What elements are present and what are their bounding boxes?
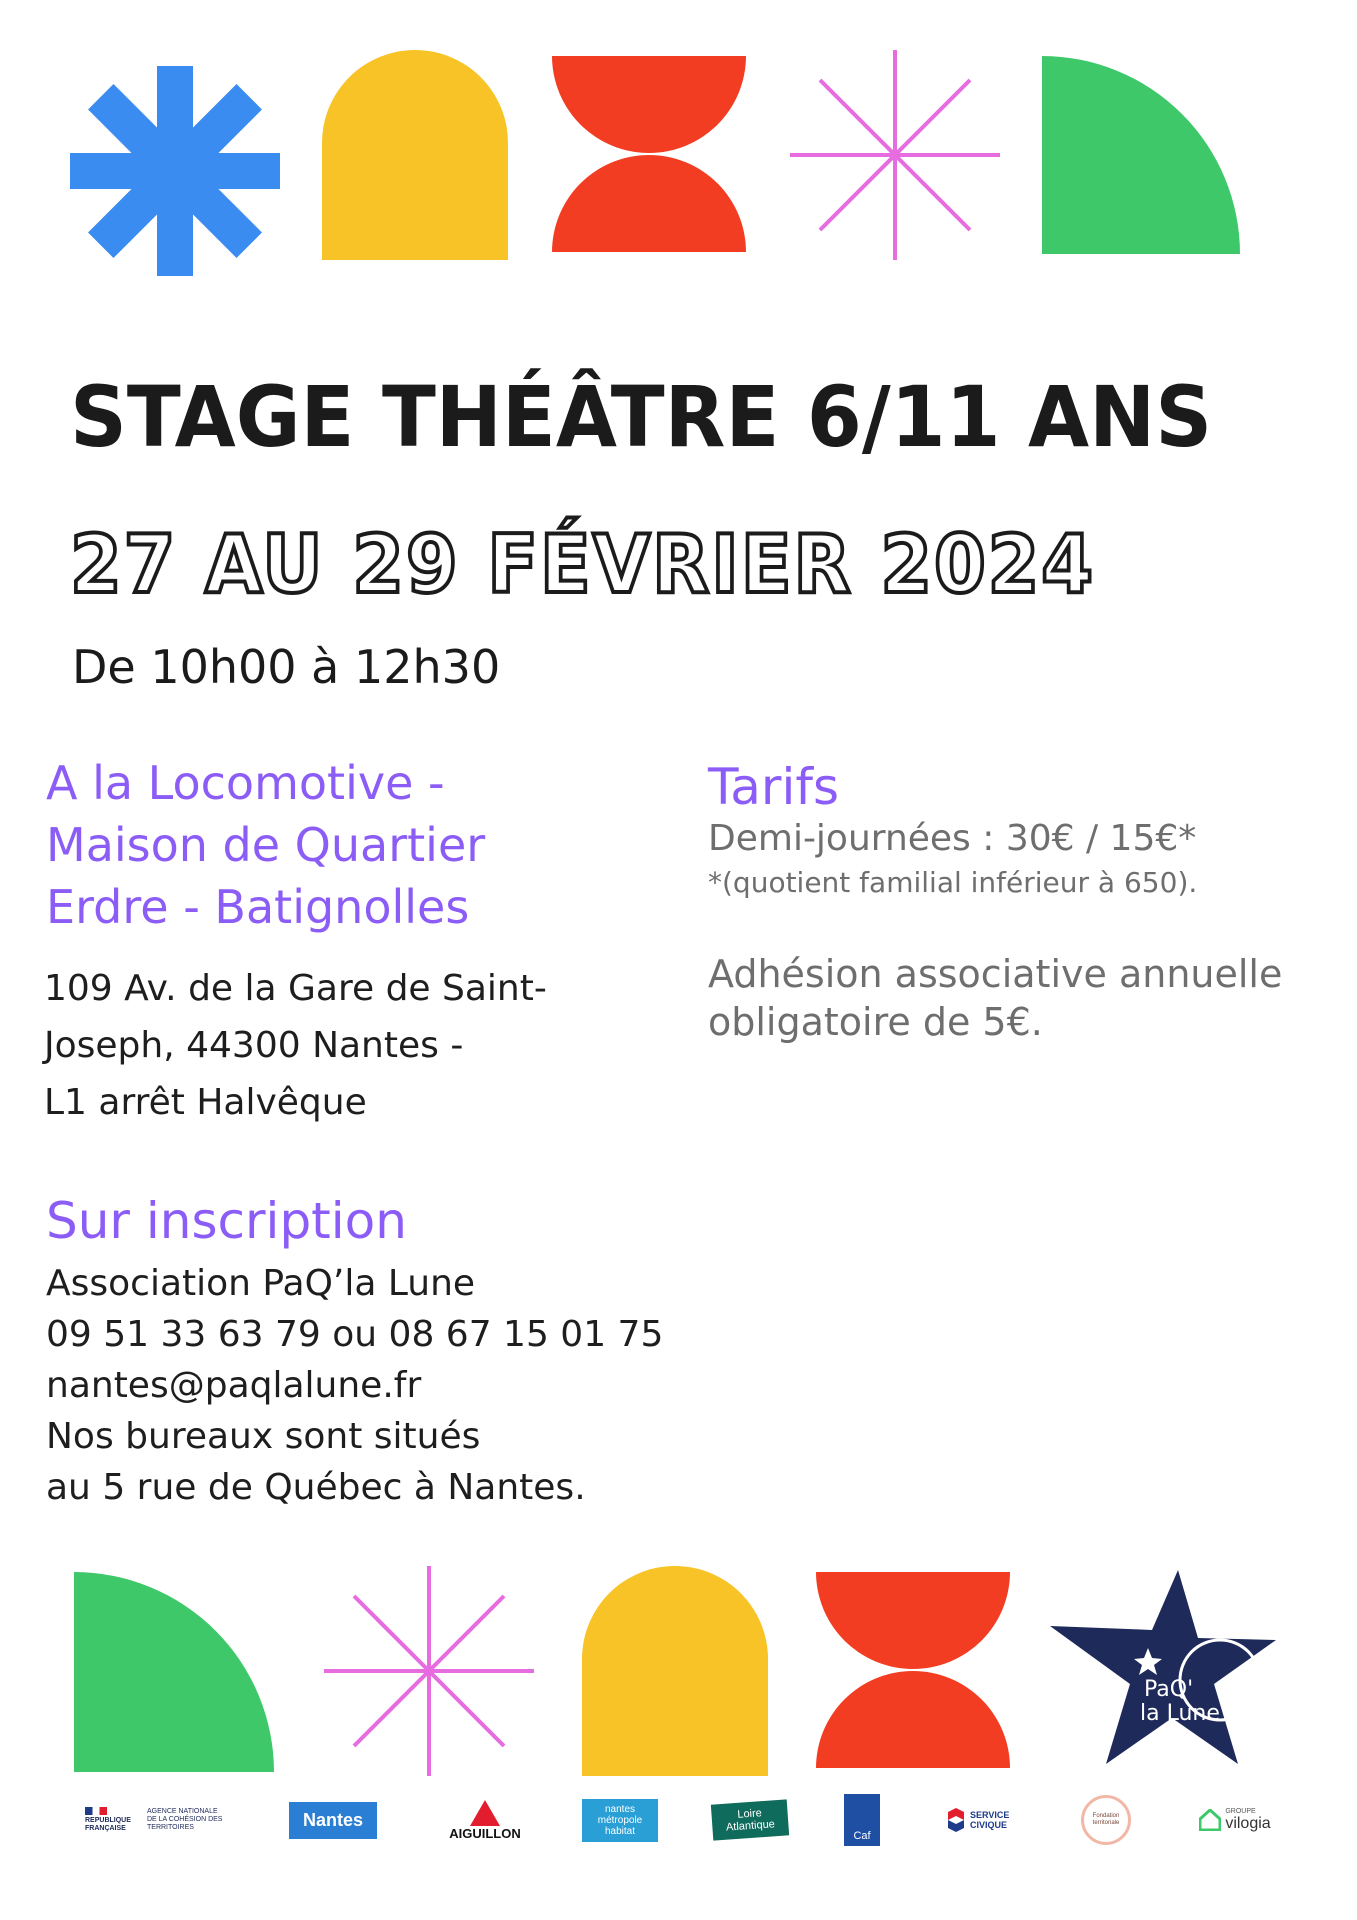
address-line: L1 arrêt Halvêque: [44, 1082, 367, 1123]
pink-star-lines-shape-bottom: [324, 1566, 534, 1776]
sponsor-sub: AGENCE NATIONALE DE LA COHÉSION DES TERRITOIRES: [147, 1808, 223, 1831]
logo-text-line2: la Lune: [1140, 1701, 1220, 1726]
venue-line: Maison de Quartier: [46, 818, 486, 872]
sponsor-name: Caf: [844, 1794, 880, 1846]
address-block: [44, 960, 547, 1131]
sponsor-name: nantes métropole habitat: [582, 1799, 658, 1842]
red-hourglass-shape-bottom: [816, 1572, 1010, 1768]
sponsor-service-civique-logo: [930, 1790, 1030, 1850]
sponsor-name: vilogia: [1225, 1814, 1271, 1832]
blue-asterisk-shape: [70, 66, 280, 276]
yellow-arch-shape-bottom: [582, 1566, 768, 1776]
pink-star-lines-shape: [790, 50, 1000, 260]
event-dates: 27 AU 29 FÉVRIER 2024: [70, 518, 1095, 611]
sponsor-name: Nantes: [289, 1802, 377, 1839]
logo-text-line1: PaQ': [1144, 1677, 1194, 1702]
pricing-half-day: Demi-journées : 30€ / 15€*: [708, 818, 1197, 859]
sponsor-anct-logo: [80, 1790, 230, 1850]
pricing-heading: Tarifs: [708, 758, 840, 816]
membership-line: obligatoire de 5€.: [708, 1000, 1043, 1044]
yellow-arch-shape: [322, 50, 508, 260]
registration-block: [46, 1258, 663, 1513]
red-hourglass-shape: [552, 56, 746, 252]
venue-line: A la Locomotive -: [46, 756, 445, 810]
sponsor-fondation-logo: [1056, 1790, 1156, 1850]
email-address: nantes@paqlalune.fr: [46, 1365, 422, 1406]
office-line: au 5 rue de Québec à Nantes.: [46, 1467, 586, 1508]
sponsor-vilogia-logo: [1180, 1790, 1290, 1850]
office-line: Nos bureaux sont situés: [46, 1416, 481, 1457]
event-hours: De 10h00 à 12h30: [72, 640, 501, 694]
sponsor-nantes-logo: [280, 1790, 386, 1850]
registration-heading: Sur inscription: [46, 1192, 407, 1250]
sponsor-name: Loire Atlantique: [711, 1799, 789, 1840]
sponsor-sub: GROUPE: [1225, 1807, 1256, 1815]
sponsor-logo-bar: [70, 1790, 1290, 1860]
paqlalune-logo: [1048, 1568, 1278, 1778]
membership-line: Adhésion associative annuelle: [708, 952, 1283, 996]
venue-line: Erdre - Batignolles: [46, 880, 470, 934]
sponsor-name: REPUBLIQUE FRANÇAISE: [85, 1817, 131, 1832]
sponsor-caf-logo: [832, 1790, 892, 1850]
venue-block: [46, 752, 485, 938]
green-quarter-shape-bottom: [74, 1572, 274, 1772]
membership-block: [708, 950, 1282, 1046]
sponsor-name: Fondation territoriale: [1081, 1795, 1131, 1845]
sponsor-nmh-logo: [580, 1790, 660, 1850]
phone-numbers: 09 51 33 63 79 ou 08 67 15 01 75: [46, 1314, 664, 1355]
pricing-footnote: *(quotient familial inférieur à 650).: [708, 866, 1198, 899]
address-line: Joseph, 44300 Nantes -: [44, 1025, 464, 1066]
sponsor-aiguillon-logo: [430, 1790, 540, 1850]
sponsor-loire-atlantique-logo: [710, 1790, 790, 1850]
address-line: 109 Av. de la Gare de Saint-: [44, 968, 547, 1009]
page-title: STAGE THÉÂTRE 6/11 ANS: [70, 368, 1213, 466]
sponsor-name: AIGUILLON: [449, 1825, 521, 1841]
sponsor-name: SERVICE CIVIQUE: [970, 1810, 1010, 1830]
green-quarter-shape: [1042, 56, 1240, 254]
association-name: Association PaQ’la Lune: [46, 1263, 476, 1304]
